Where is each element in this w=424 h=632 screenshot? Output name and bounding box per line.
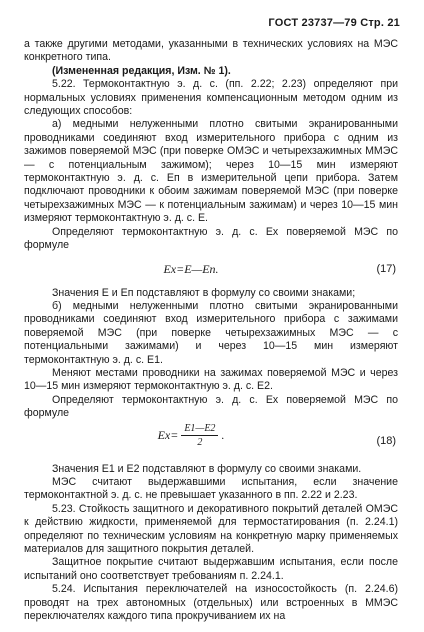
document-body: [24, 38, 398, 623]
formula-17: [24, 254, 398, 286]
amendment-note: (Измененная редакция, Изм. № 1).: [52, 64, 231, 77]
pass-criteria: МЭС считают выдержавшими испытания, если значение термоконтактной э. д. с. не превышает указанного в пп. 2.22 и 2.23.: [24, 475, 398, 502]
paragraph-5-23: 5.23. Стойкость защитного и декоративного покрытий деталей ОМЭС к действию жидкости, применяемой для термостатирования (п. 2.24.1) определяют по техническим условиям на конкретную марку применяемых материалов для защитного покрытия деталей.: [24, 502, 398, 555]
formula-18-lhs: Ex=: [157, 427, 179, 442]
values-note-18: Значения E1 и E2 подставляют в формулу со своими знаками.: [52, 462, 362, 475]
swap-conductors: Меняют местами проводники на зажимах поверяемой МЭС и через 10—15 мин измеряют термоконтактную э. д. с. E2.: [24, 366, 398, 393]
formula-18-tail: .: [221, 427, 225, 442]
paragraph-continuation: а также другими методами, указанными в технических условиях на МЭС конкретного типа.: [24, 38, 398, 64]
values-note-17: Значения E и Eп подставляют в формулу со своими знаками;: [52, 286, 356, 299]
paragraph-5-24: 5.24. Испытания переключателей на износостойкость (п. 2.24.6) проводят на трех автономных (отдельных) или встроенных в ММЭС переключателях каждого типа прокручиванием их на: [24, 583, 398, 623]
formula-18-numerator: E1—E2: [181, 422, 218, 436]
coating-criteria: Защитное покрытие считают выдержавшим испытания, если после испытаний оно соответствует требованиям п. 2.24.1.: [24, 556, 398, 582]
formula-intro-18: Определяют термоконтактную э. д. с. Ex поверяемой МЭС по формуле: [24, 393, 398, 420]
formula-intro-17: Определяют термоконтактную э. д. с. Ex поверяемой МЭС по формуле: [24, 225, 398, 252]
method-b: б) медными нелуженными плотно свитыми экранированными проводниками соединяют вход измерительного прибора с зажимами поверяемой МЭС (при поверке четырехзажимных МЭС — с потенциальными зажимами) и через 10—15 мин измеряют термоконтактную э. д. с. E1.: [24, 299, 398, 366]
formula-17-expression: Ex=E—Eп.: [163, 261, 219, 276]
formula-18-denominator: 2: [197, 436, 203, 448]
formula-17-number: (17): [376, 262, 396, 275]
formula-18-number: (18): [376, 434, 396, 447]
page-header: ГОСТ 23737—79 Стр. 21: [268, 17, 400, 29]
formula-18-fraction: [181, 422, 218, 450]
method-a: а) медными нелуженными плотно свитыми экранированными проводниками соединяют вход измерительного прибора с одним из зажимов поверяемой МЭС (при поверке ОМЭС и четырехзажимных ММЭС — с потенциальным зажимом); через 10—15 мин измеряют термоконтактную э. д. с. Eп в измерительной цепи прибора. Затем подключают проводники к обоим зажимам поверяемой МЭС (при поверке четырехзажимных МЭС — к потенциальным зажимам) и через 10—15 мин измеряют термоконтактную э. д. с. E.: [24, 118, 398, 225]
formula-18: [24, 422, 398, 462]
paragraph-5-22: 5.22. Термоконтактную э. д. с. (пп. 2.22; 2.23) определяют при нормальных условиях применения компенсационным методом одним из следующих способов:: [24, 78, 398, 118]
